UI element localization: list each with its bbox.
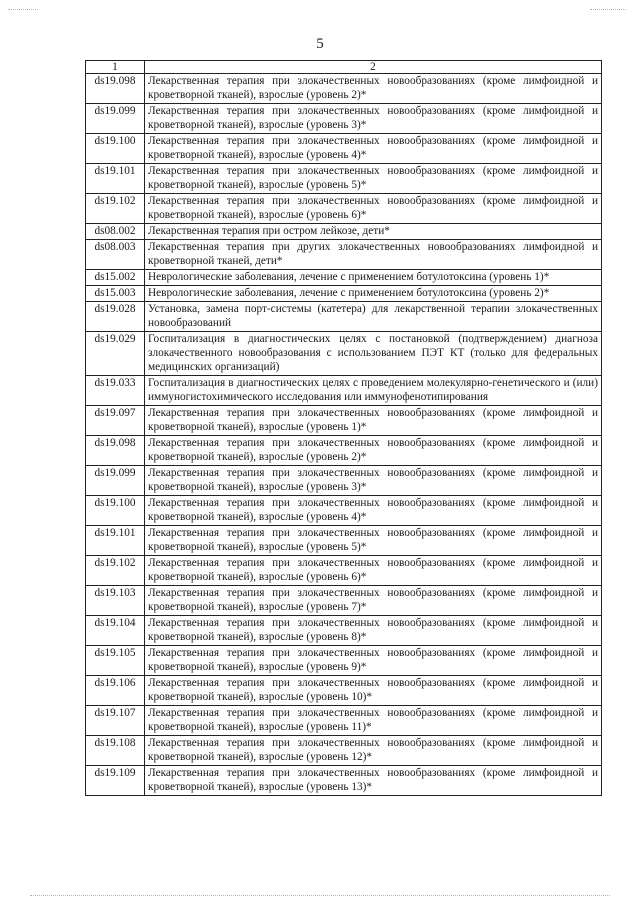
table-row: [86, 676, 602, 706]
row-description: Лекарственная терапия при злокачественных новообразованиях (кроме лимфоидной и кроветворной тканей), взрослые (уровень 7)*: [145, 586, 602, 616]
table-row: [86, 286, 602, 302]
table-row: [86, 466, 602, 496]
row-code: ds19.107: [86, 706, 145, 736]
row-description: Лекарственная терапия при злокачественных новообразованиях (кроме лимфоидной и кроветворной тканей), взрослые (уровень 4)*: [145, 134, 602, 164]
table-row: [86, 616, 602, 646]
table-row: [86, 406, 602, 436]
row-description: Лекарственная терапия при злокачественных новообразованиях (кроме лимфоидной и кроветворной тканей), взрослые (уровень 9)*: [145, 646, 602, 676]
row-description: Лекарственная терапия при злокачественных новообразованиях (кроме лимфоидной и кроветворной тканей), взрослые (уровень 1)*: [145, 406, 602, 436]
row-code: ds15.002: [86, 270, 145, 286]
table-row: [86, 556, 602, 586]
table-row: [86, 332, 602, 376]
row-code: ds19.033: [86, 376, 145, 406]
row-description: Лекарственная терапия при злокачественных новообразованиях (кроме лимфоидной и кроветворной тканей), взрослые (уровень 2)*: [145, 436, 602, 466]
scan-artifact-top-right: [590, 9, 626, 10]
table-row: [86, 376, 602, 406]
row-code: ds19.102: [86, 556, 145, 586]
row-code: ds19.101: [86, 526, 145, 556]
row-code: ds19.100: [86, 134, 145, 164]
row-description: Лекарственная терапия при злокачественных новообразованиях (кроме лимфоидной и кроветворной тканей), взрослые (уровень 2)*: [145, 74, 602, 104]
table-body: [86, 74, 602, 796]
row-description: Лекарственная терапия при злокачественных новообразованиях (кроме лимфоидной и кроветворной тканей), взрослые (уровень 3)*: [145, 466, 602, 496]
table-row: [86, 496, 602, 526]
table-row: [86, 436, 602, 466]
page-number: 5: [316, 36, 324, 52]
table-row: [86, 134, 602, 164]
table-row: [86, 706, 602, 736]
row-code: ds08.002: [86, 224, 145, 240]
scan-artifact-bottom: [30, 895, 610, 896]
row-description: Лекарственная терапия при злокачественных новообразованиях (кроме лимфоидной и кроветворной тканей), взрослые (уровень 10)*: [145, 676, 602, 706]
row-description: Установка, замена порт-системы (катетера) для лекарственной терапии злокачественных новообразований: [145, 302, 602, 332]
row-description: Госпитализация в диагностических целях с проведением молекулярно-генетического и (или) иммуногистохимического исследования или иммунофенотипирования: [145, 376, 602, 406]
row-code: ds19.097: [86, 406, 145, 436]
column-header-code: 1: [86, 61, 145, 74]
row-description: Лекарственная терапия при злокачественных новообразованиях (кроме лимфоидной и кроветворной тканей), взрослые (уровень 8)*: [145, 616, 602, 646]
row-code: ds19.099: [86, 104, 145, 134]
row-description: Лекарственная терапия при злокачественных новообразованиях (кроме лимфоидной и кроветворной тканей), взрослые (уровень 6)*: [145, 194, 602, 224]
table-row: [86, 526, 602, 556]
row-description: Лекарственная терапия при остром лейкозе, дети*: [145, 224, 602, 240]
row-description: Госпитализация в диагностических целях с постановкой (подтверждением) диагноза злокачественного новообразования с использованием ПЭТ КТ (только для федеральных медицинских организаций): [145, 332, 602, 376]
row-code: ds08.003: [86, 240, 145, 270]
row-description: Лекарственная терапия при злокачественных новообразованиях (кроме лимфоидной и кроветворной тканей), взрослые (уровень 5)*: [145, 164, 602, 194]
column-header-description: 2: [145, 61, 602, 74]
table-row: [86, 164, 602, 194]
table-row: [86, 74, 602, 104]
row-description: Лекарственная терапия при злокачественных новообразованиях (кроме лимфоидной и кроветворной тканей), взрослые (уровень 5)*: [145, 526, 602, 556]
table-row: [86, 240, 602, 270]
row-description: Лекарственная терапия при злокачественных новообразованиях (кроме лимфоидной и кроветворной тканей), взрослые (уровень 4)*: [145, 496, 602, 526]
row-code: ds19.098: [86, 74, 145, 104]
row-description: Лекарственная терапия при злокачественных новообразованиях (кроме лимфоидной и кроветворной тканей), взрослые (уровень 11)*: [145, 706, 602, 736]
row-code: ds19.099: [86, 466, 145, 496]
row-code: ds19.103: [86, 586, 145, 616]
scan-artifact-top-left: [8, 9, 38, 10]
table-row: [86, 104, 602, 134]
table-row: [86, 270, 602, 286]
services-table: [85, 60, 602, 796]
row-code: ds19.028: [86, 302, 145, 332]
row-description: Лекарственная терапия при других злокачественных новообразованиях лимфоидной и кроветворной тканей, дети*: [145, 240, 602, 270]
table-row: [86, 766, 602, 796]
row-code: ds19.098: [86, 436, 145, 466]
table-header-row: [86, 61, 602, 74]
row-description: Лекарственная терапия при злокачественных новообразованиях (кроме лимфоидной и кроветворной тканей), взрослые (уровень 12)*: [145, 736, 602, 766]
row-code: ds19.108: [86, 736, 145, 766]
table-row: [86, 194, 602, 224]
table-row: [86, 224, 602, 240]
row-description: Лекарственная терапия при злокачественных новообразованиях (кроме лимфоидной и кроветворной тканей), взрослые (уровень 6)*: [145, 556, 602, 586]
row-code: ds19.105: [86, 646, 145, 676]
table-row: [86, 736, 602, 766]
row-code: ds19.029: [86, 332, 145, 376]
table-row: [86, 302, 602, 332]
row-code: ds19.100: [86, 496, 145, 526]
table-row: [86, 646, 602, 676]
row-code: ds19.101: [86, 164, 145, 194]
row-description: Неврологические заболевания, лечение с применением ботулотоксина (уровень 1)*: [145, 270, 602, 286]
row-code: ds19.106: [86, 676, 145, 706]
row-code: ds19.102: [86, 194, 145, 224]
row-code: ds19.109: [86, 766, 145, 796]
row-code: ds19.104: [86, 616, 145, 646]
row-code: ds15.003: [86, 286, 145, 302]
table-row: [86, 586, 602, 616]
row-description: Лекарственная терапия при злокачественных новообразованиях (кроме лимфоидной и кроветворной тканей), взрослые (уровень 13)*: [145, 766, 602, 796]
row-description: Неврологические заболевания, лечение с применением ботулотоксина (уровень 2)*: [145, 286, 602, 302]
row-description: Лекарственная терапия при злокачественных новообразованиях (кроме лимфоидной и кроветворной тканей), взрослые (уровень 3)*: [145, 104, 602, 134]
